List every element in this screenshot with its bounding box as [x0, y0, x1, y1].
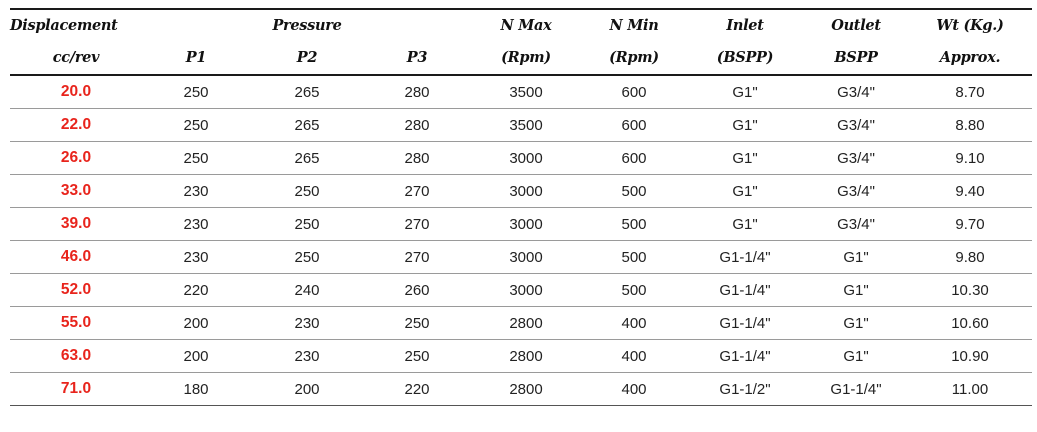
- header-weight-unit: Approx.: [908, 40, 1032, 75]
- cell-inlet: G1-1/2": [686, 373, 804, 406]
- cell-inlet: G1": [686, 109, 804, 142]
- cell-weight: 11.00: [908, 373, 1032, 406]
- cell-n-max: 3000: [470, 241, 582, 274]
- cell-p2: 240: [250, 274, 364, 307]
- cell-displacement: 39.0: [10, 208, 142, 241]
- cell-outlet: G3/4": [804, 75, 908, 109]
- cell-n-min: 600: [582, 142, 686, 175]
- cell-outlet: G1": [804, 307, 908, 340]
- cell-displacement: 63.0: [10, 340, 142, 373]
- header-n-max: N Max: [470, 9, 582, 40]
- table-row: [10, 109, 1032, 142]
- cell-p1: 250: [142, 142, 250, 175]
- cell-n-min: 600: [582, 109, 686, 142]
- cell-n-min: 400: [582, 340, 686, 373]
- cell-p1: 200: [142, 340, 250, 373]
- cell-p2: 230: [250, 340, 364, 373]
- cell-outlet: G1": [804, 340, 908, 373]
- cell-n-min: 500: [582, 175, 686, 208]
- cell-p3: 280: [364, 142, 470, 175]
- header-displacement: Displacement: [10, 9, 142, 40]
- cell-outlet: G3/4": [804, 109, 908, 142]
- cell-p2: 200: [250, 373, 364, 406]
- cell-p2: 230: [250, 307, 364, 340]
- cell-p3: 270: [364, 241, 470, 274]
- cell-n-min: 400: [582, 373, 686, 406]
- cell-weight: 8.70: [908, 75, 1032, 109]
- cell-displacement: 20.0: [10, 75, 142, 109]
- cell-n-max: 3500: [470, 109, 582, 142]
- cell-n-max: 3000: [470, 175, 582, 208]
- cell-inlet: G1": [686, 75, 804, 109]
- header-outlet-unit: BSPP: [804, 40, 908, 75]
- header-row-2: [10, 40, 1032, 75]
- cell-p2: 250: [250, 241, 364, 274]
- cell-weight: 9.10: [908, 142, 1032, 175]
- cell-displacement: 22.0: [10, 109, 142, 142]
- specification-table: [10, 8, 1032, 406]
- cell-p2: 250: [250, 208, 364, 241]
- cell-p3: 280: [364, 109, 470, 142]
- cell-p2: 250: [250, 175, 364, 208]
- cell-n-max: 2800: [470, 373, 582, 406]
- cell-displacement: 55.0: [10, 307, 142, 340]
- cell-p1: 250: [142, 75, 250, 109]
- cell-weight: 10.60: [908, 307, 1032, 340]
- cell-inlet: G1": [686, 175, 804, 208]
- cell-outlet: G3/4": [804, 175, 908, 208]
- cell-outlet: G1": [804, 274, 908, 307]
- table-row: [10, 75, 1032, 109]
- cell-n-max: 3000: [470, 142, 582, 175]
- table-row: [10, 142, 1032, 175]
- header-n-max-unit: (Rpm): [470, 40, 582, 75]
- cell-p2: 265: [250, 109, 364, 142]
- header-outlet: Outlet: [804, 9, 908, 40]
- cell-displacement: 26.0: [10, 142, 142, 175]
- cell-p3: 280: [364, 75, 470, 109]
- table-row: [10, 208, 1032, 241]
- header-blank-p3: [364, 9, 470, 40]
- header-weight: Wt (Kg.): [908, 9, 1032, 40]
- table-row: [10, 373, 1032, 406]
- cell-outlet: G1": [804, 241, 908, 274]
- table-row: [10, 307, 1032, 340]
- cell-weight: 8.80: [908, 109, 1032, 142]
- cell-displacement: 46.0: [10, 241, 142, 274]
- cell-p3: 220: [364, 373, 470, 406]
- header-inlet-unit: (BSPP): [686, 40, 804, 75]
- cell-inlet: G1": [686, 142, 804, 175]
- table-header: [10, 9, 1032, 75]
- cell-displacement: 52.0: [10, 274, 142, 307]
- cell-n-min: 500: [582, 208, 686, 241]
- header-p3: P3: [364, 40, 470, 75]
- header-n-min: N Min: [582, 9, 686, 40]
- cell-n-max: 3000: [470, 208, 582, 241]
- header-blank-p1: [142, 9, 250, 40]
- table-row: [10, 274, 1032, 307]
- cell-weight: 9.80: [908, 241, 1032, 274]
- cell-p1: 230: [142, 241, 250, 274]
- cell-inlet: G1-1/4": [686, 307, 804, 340]
- cell-p1: 230: [142, 175, 250, 208]
- cell-n-max: 3000: [470, 274, 582, 307]
- table-row: [10, 175, 1032, 208]
- cell-weight: 9.40: [908, 175, 1032, 208]
- cell-outlet: G3/4": [804, 208, 908, 241]
- cell-p1: 180: [142, 373, 250, 406]
- cell-n-max: 3500: [470, 75, 582, 109]
- header-p1: P1: [142, 40, 250, 75]
- cell-inlet: G1-1/4": [686, 241, 804, 274]
- cell-displacement: 71.0: [10, 373, 142, 406]
- cell-p2: 265: [250, 75, 364, 109]
- cell-n-min: 500: [582, 241, 686, 274]
- cell-p3: 250: [364, 307, 470, 340]
- header-pressure: Pressure: [250, 9, 364, 40]
- cell-n-min: 500: [582, 274, 686, 307]
- cell-inlet: G1-1/4": [686, 340, 804, 373]
- cell-n-max: 2800: [470, 307, 582, 340]
- cell-n-max: 2800: [470, 340, 582, 373]
- header-displacement-unit: cc/rev: [10, 40, 142, 75]
- cell-p1: 200: [142, 307, 250, 340]
- cell-p3: 250: [364, 340, 470, 373]
- cell-n-min: 600: [582, 75, 686, 109]
- cell-p1: 220: [142, 274, 250, 307]
- cell-p3: 270: [364, 175, 470, 208]
- cell-displacement: 33.0: [10, 175, 142, 208]
- cell-outlet: G1-1/4": [804, 373, 908, 406]
- cell-p3: 260: [364, 274, 470, 307]
- cell-inlet: G1-1/4": [686, 274, 804, 307]
- table-row: [10, 340, 1032, 373]
- cell-p2: 265: [250, 142, 364, 175]
- cell-outlet: G3/4": [804, 142, 908, 175]
- cell-inlet: G1": [686, 208, 804, 241]
- header-row-1: [10, 9, 1032, 40]
- header-n-min-unit: (Rpm): [582, 40, 686, 75]
- table-row: [10, 241, 1032, 274]
- cell-weight: 9.70: [908, 208, 1032, 241]
- header-p2: P2: [250, 40, 364, 75]
- cell-p1: 230: [142, 208, 250, 241]
- cell-weight: 10.90: [908, 340, 1032, 373]
- cell-p3: 270: [364, 208, 470, 241]
- cell-p1: 250: [142, 109, 250, 142]
- header-inlet: Inlet: [686, 9, 804, 40]
- cell-weight: 10.30: [908, 274, 1032, 307]
- cell-n-min: 400: [582, 307, 686, 340]
- table-body: [10, 75, 1032, 406]
